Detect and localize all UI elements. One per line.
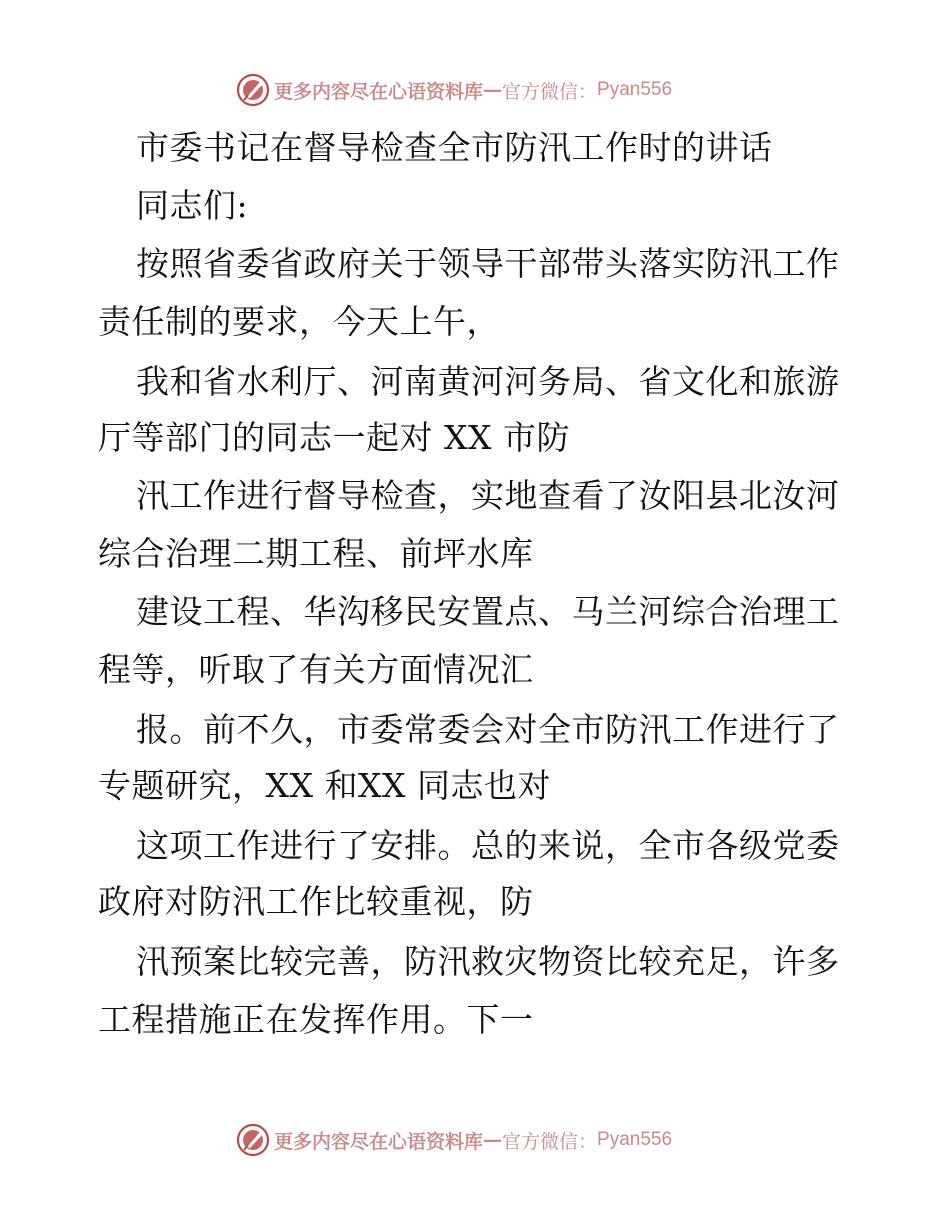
body-line: 按照省委省政府关于领导干部带头落实防汛工作 [136, 244, 840, 283]
watermark-wechat-id: Pyan556 [597, 1129, 673, 1150]
watermark-dash: — [483, 79, 503, 101]
watermark-wechat-label: 官方微信： [502, 80, 598, 103]
body-line: 我和省水利厅、河南黄河河务局、省文化和旅游 [136, 362, 840, 401]
body-line: 厅等部门的同志一起对 XX 市防 [98, 418, 570, 457]
body-line: 建设工程、华沟移民安置点、马兰河综合治理工 [136, 592, 840, 631]
body-line: 综合治理二期工程、前坪水库 [98, 534, 534, 573]
body-line: 汛预案比较完善，防汛救灾物资比较充足，许多 [136, 942, 840, 981]
salutation: 同志们: [136, 186, 249, 225]
quill-circle-icon [236, 1123, 270, 1157]
body-line: 汛工作进行督导检查，实地查看了汝阳县北汝河 [136, 476, 840, 515]
body-line: 责任制的要求，今天上午， [98, 302, 500, 341]
watermark-dash: — [483, 1129, 503, 1151]
body-line: 工程措施正在发挥作用。下一 [98, 1000, 534, 1039]
body-line: 专题研究，XX 和XX 同志也对 [98, 766, 551, 805]
watermark-wechat-id: Pyan556 [597, 79, 673, 100]
watermark-brand-text: 更多内容尽在心语资料库 [274, 80, 484, 103]
body-line: 报。前不久，市委常委会对全市防汛工作进行了 [136, 710, 840, 749]
document-title: 市委书记在督导检查全市防汛工作时的讲话 [136, 128, 773, 167]
watermark-wechat-label: 官方微信： [502, 1130, 598, 1153]
quill-circle-icon [236, 73, 270, 107]
body-line: 政府对防汛工作比较重视，防 [98, 882, 534, 921]
body-line: 这项工作进行了安排。总的来说，全市各级党委 [136, 826, 840, 865]
body-line: 程等，听取了有关方面情况汇 [98, 650, 534, 689]
footer-watermark [0, 1120, 950, 1160]
header-watermark [0, 70, 950, 110]
watermark-brand-text: 更多内容尽在心语资料库 [274, 1130, 484, 1153]
